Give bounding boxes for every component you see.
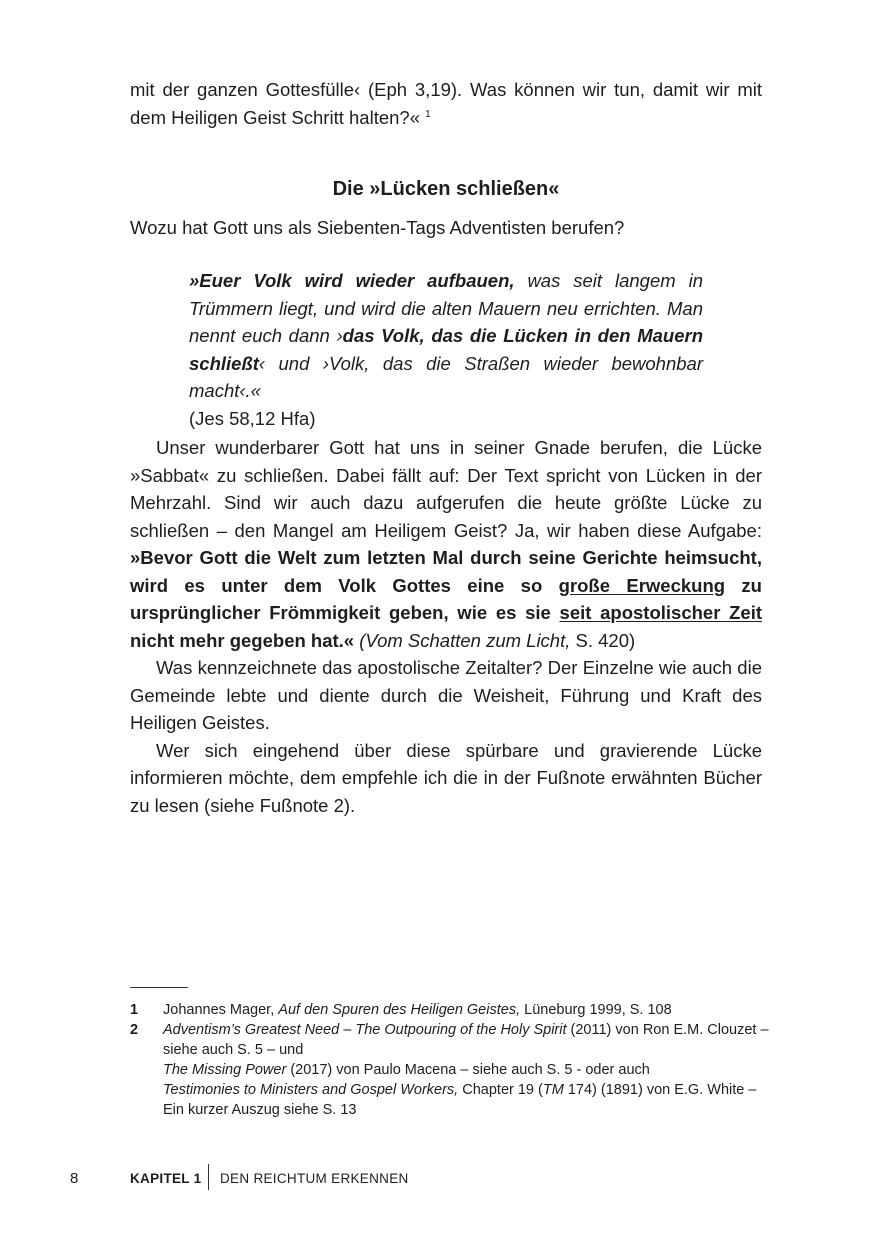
footnote-1-number: 1 xyxy=(130,1002,139,1018)
footnote-2-rest-3a: Chapter 19 ( xyxy=(458,1082,543,1098)
footnote-2-rest-1: (2011) von Ron E.M. Clouzet – siehe auch S. 5 – und xyxy=(163,1022,769,1058)
footnote-divider xyxy=(130,987,188,988)
quote-reference: (Jes 58,12 Hfa) xyxy=(189,407,316,429)
footnote-1-rest: Lüneburg 1999, S. 108 xyxy=(520,1002,672,1018)
quote-bold-1: »Euer Volk wird wieder aufbauen, xyxy=(189,270,515,291)
paragraph-1 xyxy=(130,434,762,654)
footnote-ref-1[interactable]: 1 xyxy=(425,108,431,120)
bible-quote xyxy=(189,267,703,432)
footer-separator xyxy=(208,1164,209,1190)
section-heading: Die »Lücken schließen« xyxy=(332,178,560,200)
footnotes xyxy=(130,1000,770,1120)
quote-text-2: was seit langem in Trümmern liegt, und wird die alten Mauern neu errichten. Man nennt euch dann › xyxy=(189,270,703,346)
footnote-2-title-3: Testimonies to Ministers and Gospel Workers, xyxy=(163,1082,459,1098)
paragraph-1-underline-2: seit apostolischer Zeit xyxy=(559,602,762,623)
footnote-2-abbr: TM xyxy=(542,1082,564,1098)
chapter-label: KAPITEL 1 xyxy=(130,1171,202,1186)
quote-bold-3: das Volk, das die Lücken in den Mauern schließt xyxy=(189,325,703,374)
page-number: 8 xyxy=(70,1170,79,1187)
chapter-title: DEN REICHTUM ERKENNEN xyxy=(220,1171,409,1186)
footnote-2-rest-3b: 174) (1891) von E.G. White – Ein kurzer Auszug siehe S. 13 xyxy=(163,1082,757,1118)
section-question xyxy=(130,214,762,242)
paragraph-1-bold-3: nicht mehr gegeben hat.« xyxy=(130,629,355,651)
footnote-2-title-1: Adventism’s Greatest Need – The Outpouring of the Holy Spirit xyxy=(163,1022,567,1038)
paragraph-1-source-title: (Vom Schatten zum Licht, xyxy=(354,629,571,651)
paragraph-1-source-page: S. 420) xyxy=(570,629,636,651)
footnote-2-title-2: The Missing Power xyxy=(163,1062,287,1078)
page-footer xyxy=(0,1164,874,1194)
quote-text-4: ‹ und ›Volk, das die Straßen wieder bewohnbar macht‹.« xyxy=(189,352,703,401)
footnote-1 xyxy=(130,1000,770,1020)
paragraph-1-bold-2: zu ursprünglicher Frömmigkeit geben, wie es sie xyxy=(130,574,762,623)
body-paragraphs xyxy=(130,434,762,819)
footnote-2 xyxy=(130,1020,770,1120)
paragraph-3: Wer sich eingehend über diese spürbare und gravierende Lücke informieren möchte, dem empfehle ich die in der Fußnote erwähnten Bücher zu lesen (siehe Fußnote 2). xyxy=(130,739,762,816)
question-text: Wozu hat Gott uns als Siebenten-Tags Adventisten berufen? xyxy=(130,217,625,238)
paragraph-1-intro: Unser wunderbarer Gott hat uns in seiner Gnade berufen, die Lücke »Sabbat« zu schließen. Dabei fällt auf: Der Text spricht von Lücken in der Mehrzahl. Sind wir auch dazu aufgerufen die heute größte Lücke zu schließen – den Mangel am Heiligem Geist? Ja, wir haben diese Aufgabe: xyxy=(130,437,762,541)
footnote-1-author: Johannes Mager, xyxy=(163,1002,279,1018)
footnote-1-title: Auf den Spuren des Heiligen Geistes, xyxy=(278,1002,521,1018)
top-paragraph xyxy=(130,76,762,131)
paragraph-2: Was kennzeichnete das apostolische Zeitalter? Der Einzelne wie auch die Gemeinde lebte und diente durch die Weisheit, Führung und Kraft des Heiligen Geistes. xyxy=(130,657,762,733)
footnote-2-number: 2 xyxy=(130,1022,139,1038)
paragraph-1-bold-1: »Bevor Gott die Welt zum letzten Mal durch seine Gerichte heimsucht, wird es unter dem Volk Gottes eine so xyxy=(130,547,762,596)
paragraph-1-underline-1: große Erweckung xyxy=(558,574,726,596)
top-paragraph-text: mit der ganzen Gottesfülle‹ (Eph 3,19). Was können wir tun, damit wir mit dem Heiligen Geist Schritt halten?« xyxy=(130,79,762,128)
footnote-2-rest-2: (2017) von Paulo Macena – siehe auch S. 5 - oder auch xyxy=(286,1062,650,1078)
